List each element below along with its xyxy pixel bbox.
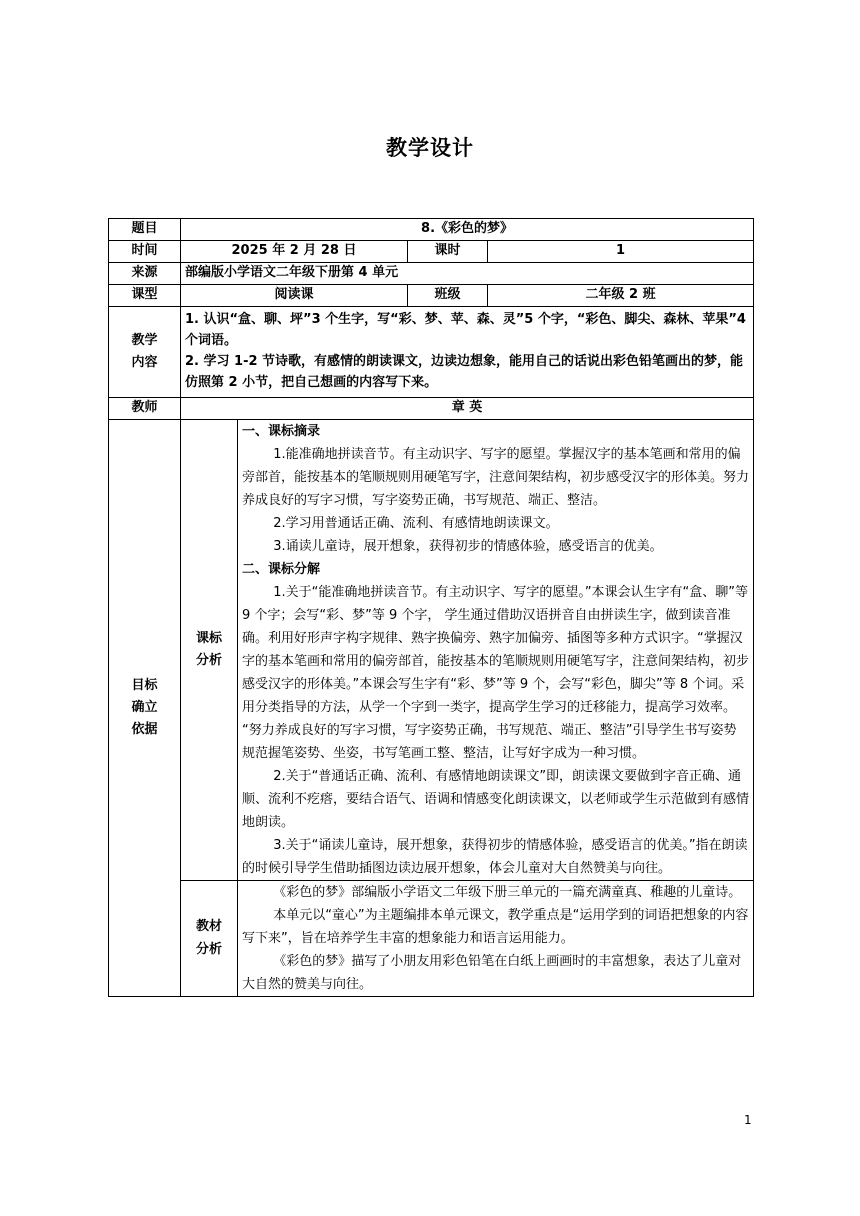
textbook-label-line-2: 分析 (195, 941, 222, 957)
source-value: 部编版小学语文二年级下册第 4 单元 (181, 263, 754, 285)
standard-excerpt-3: 3.诵读儿童诗，展开想象，获得初步的情感体验，感受语言的优美。 (273, 539, 663, 554)
textbook-analysis-content (238, 881, 754, 997)
textbook-paragraph-3: 《彩色的梦》描写了小朋友用彩色铅笔在白纸上画画时的丰富想象，表达了儿童对大自然的赞美与向往。 (242, 954, 742, 992)
standard-breakdown-heading: 二、课标分解 (242, 562, 321, 577)
document-title: 教学设计 (386, 136, 474, 160)
standard-analysis-label (181, 420, 238, 881)
period-label: 课时 (408, 241, 488, 263)
standard-breakdown-2: 2.关于“普通话正确、流利、有感情地朗读课文”即，朗读课文要做到字音正确、通顺、流利不疙瘩，要结合语气、语调和情感变化朗读课文，以老师或学生示范做到有感情地朗读。 (242, 769, 750, 830)
standard-label-line-2: 分析 (195, 653, 222, 668)
standard-analysis-row (109, 420, 754, 881)
content-label (109, 307, 181, 398)
textbook-analysis-row (109, 881, 754, 997)
teacher-row (109, 398, 754, 420)
source-row (109, 263, 754, 285)
standard-label-line-1: 课标 (195, 630, 222, 646)
standard-breakdown-3: 3.关于“诵读儿童诗，展开想象，获得初步的情感体验，感受语言的优美。”指在朗读的时候引导学生借助插图边读边展开想象，体会儿童对大自然赞美与向往。 (242, 838, 748, 876)
teacher-value: 章 英 (181, 398, 754, 420)
content-row (109, 307, 754, 398)
textbook-paragraph-1: 《彩色的梦》部编版小学语文二年级下册三单元的一篇充满童真、稚趣的儿童诗。 (273, 885, 742, 900)
type-value: 阅读课 (181, 285, 408, 307)
lesson-plan-table (108, 218, 754, 997)
type-label: 课型 (109, 285, 181, 307)
teacher-label: 教师 (109, 398, 181, 420)
class-label: 班级 (408, 285, 488, 307)
time-value: 2025 年 2 月 28 日 (181, 241, 408, 263)
standard-analysis-content (238, 420, 754, 881)
period-value: 1 (488, 241, 754, 263)
topic-label: 题目 (109, 219, 181, 241)
basis-label (109, 420, 181, 997)
textbook-analysis-label (181, 881, 238, 997)
time-row (109, 241, 754, 263)
source-label: 来源 (109, 263, 181, 285)
basis-label-line-3: 依据 (131, 722, 158, 738)
page-number: 1 (744, 1113, 752, 1127)
content-label-line-2: 内容 (131, 355, 158, 370)
textbook-label-line-1: 教材 (195, 919, 222, 935)
type-row (109, 285, 754, 307)
standard-excerpt-1: 1.能准确地拼读音节。有主动识字、写字的愿望。掌握汉字的基本笔画和常用的偏旁部首，能按基本的笔顺规则用硬笔写字，注意间架结构，初步感受汉字的形体美。努力养成良好的写字习惯，写字姿势正确，书写规范、端正、整洁。 (242, 447, 750, 508)
content-item-2: 2. 学习 1-2 节诗歌，有感情的朗读课文，边读边想象，能用自己的话说出彩色铅笔画出的梦，能仿照第 2 小节，把自己想画的内容写下来。 (185, 354, 744, 390)
content-item-1: 1. 认识“盒、聊、坪”3 个生字，写“彩、梦、苹、森、灵”5 个字，“彩色、脚尖、森林、苹果”4 个词语。 (185, 312, 746, 349)
class-value: 二年级 2 班 (488, 285, 754, 307)
standard-breakdown-1: 1.关于“能准确地拼读音节。有主动识字、写字的愿望。”本课会认生字有“盒、聊”等 9 个字；会写“彩、梦”等 9 个字， 学生通过借助汉语拼音自由拼读生字，做到读音准确。利用好形声字构字规律、熟字换偏旁、熟字加偏旁、插图等多种方式识字。“掌握汉字的基本笔画和常用的偏旁部首，能按基本的笔顺规则用硬笔写字，注意间架结构，初步感受汉字的形体美。”本课会写生字有“彩、梦”等 9 个，会写“彩色，脚尖”等 8 个词。采用分类指导的方法，从学一个字到一类字，提高学生学习的迁移能力，提高学习效率。 “努力养成良好的写字习惯，写字姿势正确，书写规范、端正、整洁”引导学生书写姿势规范握笔姿势、坐姿，书写笔画工整、整洁，让写好字成为一种习惯。 (242, 585, 750, 761)
basis-label-line-1: 目标 (131, 677, 158, 693)
textbook-paragraph-2: 本单元以“童心”为主题编排本单元课文，教学重点是“运用学到的词语把想象的内容写下来”，旨在培养学生丰富的想象能力和语言运用能力。 (242, 908, 749, 946)
content-value (181, 307, 754, 398)
standard-excerpt-heading: 一、课标摘录 (242, 424, 321, 439)
topic-row (109, 219, 754, 241)
content-label-line-1: 教学 (131, 332, 158, 348)
time-label: 时间 (109, 241, 181, 263)
topic-value: 8.《彩色的梦》 (181, 219, 754, 241)
basis-label-line-2: 确立 (131, 699, 158, 715)
standard-excerpt-2: 2.学习用普通话正确、流利、有感情地朗读课文。 (273, 516, 559, 531)
